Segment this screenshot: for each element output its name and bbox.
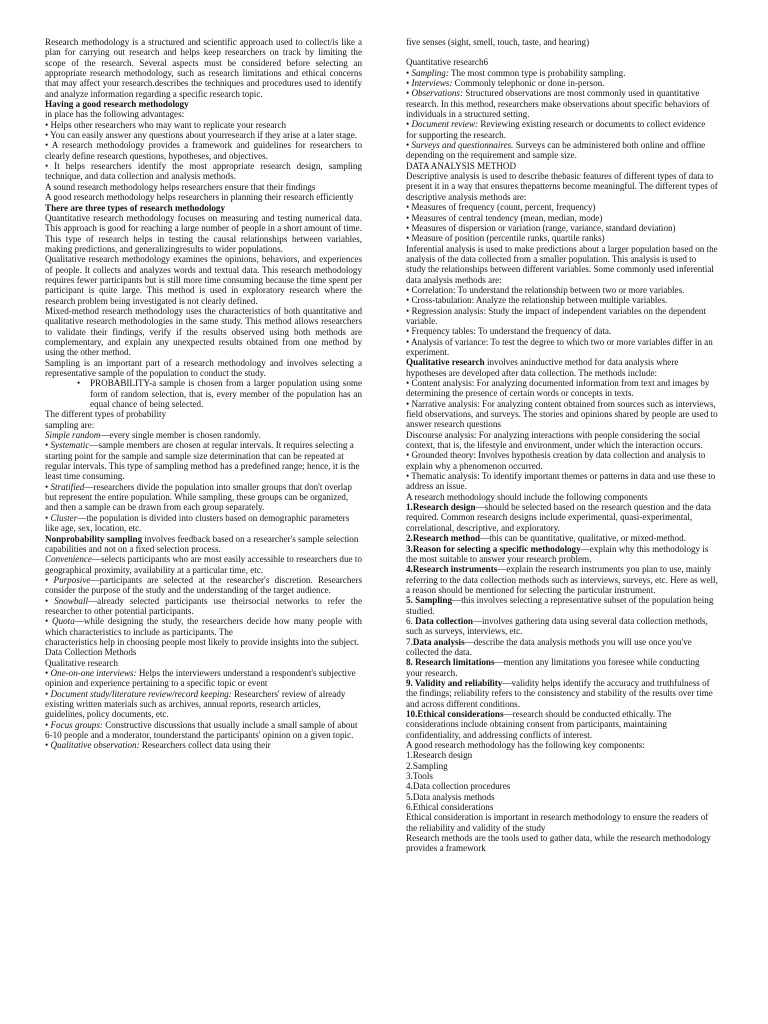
text-paragraph: characteristics help in choosing people most likely to provide insights into the subject. [45, 636, 359, 647]
text-run: • [45, 595, 55, 606]
text-run: • [45, 667, 51, 678]
text-paragraph [45, 554, 362, 575]
text-run: • [406, 140, 412, 151]
text-run: • [45, 688, 51, 699]
text-paragraph [406, 616, 718, 637]
text-run: Constructive discussions that usually include a small sample of about 6-10 people and a moderator, tounderstand the participants' opinion on a given topic. [45, 719, 358, 741]
text-paragraph: 3.Tools [406, 771, 433, 782]
text-run: Cluster [50, 512, 78, 523]
text-paragraph [45, 720, 362, 741]
text-paragraph: 4.Data collection procedures [406, 781, 511, 792]
text-run: Document review: [411, 119, 479, 130]
text-paragraph [406, 533, 718, 543]
text-run: 7. [406, 636, 413, 647]
text-paragraph: • Measures of central tendency (mean, median, mode) [406, 212, 603, 223]
text-paragraph: A good research methodology has the following key components: [406, 740, 645, 751]
text-paragraph: Research methods are the tools used to gather data, while the research methodology provides a framework [406, 833, 711, 854]
text-paragraph: 6.Ethical considerations [406, 802, 494, 813]
text-run: Systematic [50, 440, 90, 451]
text-run: One-on-one interviews: [50, 667, 137, 678]
text-paragraph: Data Collection Methods [45, 647, 137, 658]
text-paragraph [406, 502, 718, 533]
text-run: 6. [406, 615, 416, 626]
text-paragraph: • PROBABILITY-a sample is chosen from a larger population using some form of random selection, that is, every member of the population has an equal chance of being selected. [45, 378, 362, 409]
section-heading: Having a good research methodology [45, 99, 189, 110]
text-paragraph [406, 357, 718, 378]
text-run: 8. Research limitations [406, 657, 495, 668]
text-paragraph: • A research methodology provides a framework and guidelines for researchers to clearly define research questions, hypotheses, and objectives. [45, 140, 362, 161]
text-run: Data collection [415, 615, 473, 626]
text-paragraph: in place has the following advantages: [45, 109, 185, 120]
text-paragraph: • Measures of dispersion or variation (range, variance, standard deviation) [406, 222, 676, 233]
text-paragraph [45, 668, 362, 689]
text-paragraph [406, 119, 718, 140]
text-paragraph: A sound research methodology helps researchers ensure that their findings [45, 181, 316, 192]
text-run: —already selected participants use theirsocial networks to refer the researcher to other potential participants. [45, 595, 362, 616]
text-paragraph: • Narrative analysis: For analyzing content obtained from sources such as interviews, field observations, and surveys. The stories and opinions shared by people are used to answer research questions [406, 398, 718, 430]
text-run: —sample members are chosen at regular intervals. It requires selecting a starting point for the sample and sample size determination that can be repeated at regular intervals. This type of sampling method has a predefined range; hence, it is the least time consuming. [45, 440, 360, 482]
text-run: Nonprobability sampling [45, 533, 143, 544]
text-run: 4.Research instruments [406, 564, 498, 575]
text-run: Helps the interviewers understand a respondent's subjective opinion and experience pertaining to a specific topic or event [45, 667, 356, 689]
text-run: Stratified [50, 481, 85, 492]
text-paragraph: Discourse analysis: For analyzing interactions with people considering the social context, that is, the lifestyle and environment, under which the interaction occurs. [406, 429, 703, 451]
text-paragraph: • Content analysis: For analyzing documented information from text and images by determining the presence of certain words or concepts in texts. [406, 378, 710, 399]
text-paragraph: Qualitative research methodology examines the opinions, behaviors, and experiences of people. It collects and analyzes words and textual data. This research methodology requires fewer participants but is still more time consuming because the time spent per participant is quite large. This method is used in exploratory research where the research problem being investigated is not clearly defined. [45, 254, 362, 306]
text-paragraph [406, 637, 718, 658]
text-run: • [45, 481, 51, 492]
text-paragraph [45, 440, 362, 481]
text-run: • [45, 440, 51, 451]
text-paragraph [45, 430, 362, 440]
text-run: 2.Research method [406, 533, 481, 544]
text-run: Surveys and questionnaires. [411, 140, 514, 151]
text-run: —describe the data analysis methods you will use once you've collected the data. [406, 636, 692, 657]
text-run: • [45, 512, 51, 523]
text-run: 1.Research design [406, 502, 476, 513]
text-paragraph: Mixed-method research methodology uses the characteristics of both quantitative and qualitative research methodologies in the same study. This method allows researchers to validate their findings, verify if the results observed using both methods are complementary, and explain any unexpected results obtained from one method by using the other method. [45, 305, 362, 358]
text-run: Observations: [411, 88, 463, 99]
text-paragraph [406, 68, 718, 78]
text-run: Quota [52, 616, 75, 627]
text-run: Convenience [45, 554, 92, 565]
text-paragraph: • Cross-tabulation: Analyze the relationship between multiple variables. [406, 295, 668, 306]
text-run: —the population is divided into clusters based on demographic parameters like age, sex, location, etc. [45, 512, 350, 534]
text-run: —should be selected based on the research question and the data required. Common research designs include experimental, quasi-experimental, correlational, descriptive, and exploratory. [406, 502, 711, 533]
text-paragraph [45, 740, 362, 750]
text-run: • [406, 88, 412, 99]
text-paragraph: Ethical consideration is important in research methodology to ensure the readers of the reliability and validity of the study [406, 812, 709, 833]
text-run: 3.Reason for selecting a specific methodology [406, 543, 581, 554]
text-paragraph: 2.Sampling [406, 760, 448, 771]
text-paragraph [45, 482, 362, 513]
text-run: • [45, 574, 54, 585]
text-run: • [406, 78, 412, 89]
text-run: —explain why this methodology is the most suitable to answer your research problem. [406, 543, 709, 564]
text-paragraph [45, 689, 362, 720]
text-paragraph: The different types of probability [45, 409, 167, 420]
text-paragraph [406, 544, 718, 565]
text-run: —participants are selected at the researcher's discretion. Researchers consider the purpose of the study and the understanding of the target audience. [45, 574, 362, 596]
text-run: Purposive [53, 574, 91, 585]
text-paragraph [45, 616, 362, 637]
text-paragraph: • Thematic analysis: To identify important themes or patterns in data and use these to address an issue. [406, 471, 716, 492]
text-paragraph [45, 596, 362, 617]
text-paragraph: Sampling is an important part of a research methodology and involves selecting a representative sample of the population to conduct the study. [45, 357, 362, 378]
text-paragraph: sampling are: [45, 419, 95, 430]
text-run: Simple random [45, 430, 101, 441]
text-paragraph: Descriptive analysis is used to describe thebasic features of different types of data to present it in a way that ensures thepatterns become meaningful. The different types of descriptive analysis methods are: [406, 171, 718, 202]
text-paragraph [45, 575, 362, 596]
text-paragraph [406, 140, 718, 161]
text-run: Document study/literature review/record keeping: [50, 688, 232, 699]
text-run: The most common type is probability sampling. [448, 67, 626, 78]
text-run: Qualitative research [406, 357, 485, 368]
text-run: • [406, 67, 412, 78]
section-heading: There are three types of research methodology [45, 202, 225, 213]
text-run: —researchers divide the population into smaller groups that don't overlap but represent the entire population. While sampling, these groups can be organized, and then a sample can be drawn from each group separately. [45, 481, 352, 513]
text-run: Researchers' review of already existing written materials such as archives, annual reports, research articles, guidelines, policy documents, etc. [45, 688, 346, 720]
text-paragraph: • Measure of position (percentile ranks, quartile ranks) [406, 233, 605, 244]
text-paragraph: five senses (sight, smell, touch, taste, and hearing) [406, 37, 590, 47]
text-run: • [45, 719, 51, 730]
text-run: —this can be quantitative, qualitative, or mixed-method. [480, 533, 686, 544]
text-paragraph: Quantitative research6 [406, 57, 489, 68]
text-paragraph: Qualitative research [45, 657, 118, 668]
text-run: • [406, 119, 412, 130]
text-paragraph: Quantitative research methodology focuses on measuring and testing numerical data. This approach is good for reaching a large number of people in a short amount of time. This type of research helps in testing the causal relationships between variables, making predictions, and generalizingresults to wider populations. [45, 212, 362, 254]
text-paragraph [406, 564, 718, 595]
text-run: Researchers collect data using their [139, 740, 271, 751]
text-paragraph: • You can easily answer any questions about yourresearch if they arise at a later stage. [45, 130, 358, 141]
text-run: 5. Sampling [406, 595, 452, 606]
text-paragraph: • Measures of frequency (count, percent, frequency) [406, 202, 596, 213]
text-run: —explain the research instruments you plan to use, mainly referring to the data collection methods such as interviews, surveys, etc. Here as well, a reason should be mentioned for selecting the particular instrument. [406, 564, 718, 595]
text-run: —this involves selecting a representative subset of the population being studied. [406, 595, 714, 616]
text-run: —mention any limitations you foresee while conducting your research. [406, 657, 700, 678]
text-paragraph [406, 657, 718, 678]
text-run: involves aninductive method for data analysis where hypotheses are developed after data collection. The methods include: [406, 357, 679, 378]
text-run: —involves gathering data using several data collection methods, such as surveys, interviews, etc. [406, 615, 708, 637]
text-paragraph [45, 513, 362, 534]
text-run: Sampling: [411, 67, 449, 78]
text-run: involves feedback based on a researcher's sample selection capabilities and not on a fixed selection process. [45, 533, 359, 554]
text-paragraph: 5.Data analysis methods [406, 791, 495, 802]
text-run: Surveys can be administered both online and offline depending on the requirement and sample size. [406, 140, 706, 161]
text-paragraph [406, 78, 718, 88]
text-paragraph: 1.Research design [406, 750, 473, 761]
text-paragraph [406, 88, 718, 119]
text-run: • [45, 616, 52, 627]
text-run: —selects participants who are most easily accessible to researchers due to geographical proximity, availability at a particular time, etc. [45, 554, 362, 575]
text-paragraph: Research methodology is a structured and scientific approach used to collect/is like a plan for carrying out research and helps keep researchers on track by limiting the scope of the research. Several aspects must be considered before selecting an appropriate research methodology, such as research limitations and ethical concerns that may affect your research.describes the techniques and procedures used to identify and analyze information regarding a specific research topic. [45, 37, 362, 99]
text-paragraph: • Analysis of variance: To test the degree to which two or more variables differ in an experiment. [406, 336, 713, 357]
text-run: —research should be conducted ethically. The considerations include obtaining consent from participants, maintaining confidentiality, and addressing conflicts of interest. [406, 709, 672, 740]
text-paragraph [406, 709, 718, 740]
text-paragraph: • Helps other researchers who may want to replicate your research [45, 119, 287, 130]
text-paragraph: A research methodology should include the following components [406, 491, 648, 502]
text-run: Data analysis [412, 636, 465, 647]
text-paragraph: A good research methodology helps researchers in planning their research efficiently [45, 192, 354, 203]
text-run: —while designing the study, the researchers decide how many people with which characteristics to include as participants. The [45, 616, 362, 637]
text-run: Reviewing existing research or documents to collect evidence for supporting the research. [406, 119, 706, 140]
text-paragraph: • Regression analysis: Study the impact of independent variables on the dependent variable. [406, 305, 706, 326]
right-text-column [406, 37, 718, 1012]
text-run: —every single member is chosen randomly. [100, 430, 261, 441]
text-run: Qualitative observation: [50, 740, 140, 751]
text-paragraph: DATA ANALYSIS METHOD [406, 160, 517, 171]
text-run: 10.Ethical considerations [406, 709, 504, 719]
text-run: 9. Validity and reliability [406, 677, 503, 688]
text-run: Focus groups: [50, 719, 103, 730]
text-paragraph [45, 534, 362, 555]
text-paragraph: • Grounded theory: Involves hypothesis creation by data collection and analysis to explain why a phenomenon occurred. [406, 450, 706, 471]
text-run: Snowball [54, 595, 89, 606]
text-run: Interviews: [411, 78, 453, 89]
text-paragraph: • Frequency tables: To understand the frequency of data. [406, 326, 612, 337]
text-paragraph: • It helps researchers identify the most appropriate research design, sampling technique, and data collection and analysis methods. [45, 161, 362, 182]
text-run: Structured observations are most commonly used in quantitative research. In this method, researchers make observations about specific behaviors of individuals in a structured setting. [406, 88, 710, 120]
text-run: • [45, 740, 51, 751]
text-paragraph: Inferential analysis is used to make predictions about a larger population based on the analysis of the data collected from a smaller population. This analysis is used to study the relationships between different variables. Some commonly used inferential data analysis methods are: [406, 243, 718, 285]
text-paragraph: • Correlation: To understand the relationship between two or more variables. [406, 284, 685, 295]
left-text-column [45, 37, 362, 1012]
text-run: Commonly telephonic or done in-person. [452, 78, 605, 89]
text-paragraph [406, 595, 718, 616]
text-paragraph [406, 678, 718, 709]
text-run: —validity helps identify the accuracy and truthfulness of the findings; reliability refers to the consistency and stability of the results over time and across different conditions. [406, 677, 713, 709]
